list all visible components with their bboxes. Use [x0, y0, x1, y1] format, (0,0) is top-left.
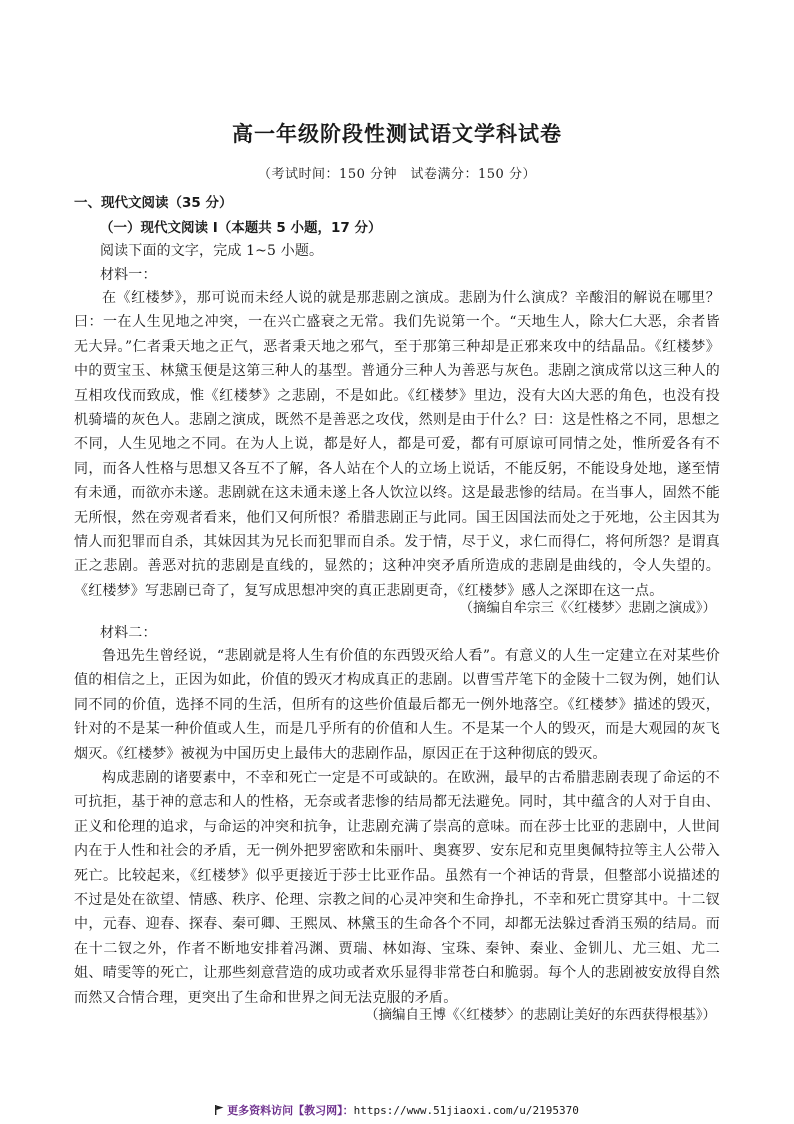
exam-info: （考试时间：150 分钟 试卷满分：150 分） — [258, 167, 536, 182]
instruction-text: 阅读下面的文字，完成 1~5 小题。 — [100, 243, 324, 259]
material-two-paragraph-1: 鲁迅先生曾经说，“悲剧就是将人生有价值的东西毁灭给人看”。有意义的人生一定建立在对某些价值的相信之上，正因为如此，价值的毁灭才构成真正的悲剧。以曹雪芹笔下的金陵十二钗为例，她们认同不同的价值，选择不同的生活，但所有的这些价值最后都无一例外地落空。《红楼梦》描述的毁灭，针对的不是某一种价值或人生，而是几乎所有的价值和人生。不是某一个人的毁灭，而是大观园的灰飞烟灭。《红楼梦》被视为中国历史上最伟大的悲剧作品，原因正在于这种彻底的毁灭。 — [74, 648, 720, 762]
material-one-paragraph: 在《红楼梦》，那可说而未经人说的就是那悲剧之演成。悲剧为什么演成？辛酸泪的解说在哪里？曰：一在人生见地之冲突，一在兴亡盛衰之无常。我们先说第一个。“天地生人，除大仁大恶，余者皆无大异。”仁者秉天地之正气，恶者秉天地之邪气，至于那第三种却是正邪来攻中的结晶品。《红楼梦》中的贾宝玉、林黛玉便是这第三种人的基型。普通分三种人为善恶与灰色。悲剧之演成常以这三种人的互相攻伐而致成，惟《红楼梦》之悲剧，不是如此。《红楼梦》里边，没有大凶大恶的角色，也没有投机骑墙的灰色人。悲剧之演成，既然不是善恶之攻伐，然则是由于什么？曰：这是性格之不同，思想之不同，人生见地之不同。在为人上说，都是好人，都是可爱，都有可原谅可同情之处，惟所爱各有不同，而各人性格与思想又各互不了解，各人站在个人的立场上说话，不能反躬，不能设身处地，遂至情有未通，而欲亦未遂。悲剧就在这未通未遂上各人饮泣以终。这是最悲惨的结局。在当事人，固然不能无所恨，然在旁观者看来，他们又何所恨？希腊悲剧正与此同。国王因国法而处之于死地，公主因其为情人而犯罪而自杀，其妹因其为兄长而犯罪而自杀。发于情，尽于义，求仁而得仁，将何所怨？是谓真正之悲剧。善恶对抗的悲剧是直线的，显然的；这种冲突矛盾所造成的悲剧是曲线的，令人失望的。《红楼梦》写悲剧已奇了，复写成思想冲突的真正悲剧更奇，《红楼梦》感人之深即在这一点。 — [74, 290, 720, 599]
material-two-paragraph-2: 构成悲剧的诸要素中，不幸和死亡一定是不可或缺的。在欧洲，最早的古希腊悲剧表现了命运的不可抗拒，基于神的意志和人的性格，无奈或者悲惨的结局都无法避免。同时，其中蕴含的人对于自由、正义和伦理的追求，与命运的冲突和抗争，让悲剧充满了崇高的意味。而在莎士比亚的悲剧中，人世间内在于人性和社会的矛盾，无一例外把罗密欧和朱丽叶、奥赛罗、安东尼和克里奥佩特拉等主人公带入死亡。比较起来，《红楼梦》似乎更接近于莎士比亚作品。虽然有一个神话的背景，但整部小说描述的不过是处在欲望、情感、秩序、伦理、宗教之间的心灵冲突和生命挣扎，不幸和死亡贯穿其中。十二钗中，元春、迎春、探春、秦可卿、王熙凤、林黛玉的生命各个不同，却都无法躲过香消玉殒的结局。而在十二钗之外，作者不断地安排着冯渊、贾瑞、林如海、宝珠、秦钟、秦业、金钏儿、尤三姐、尤二姐、晴雯等的死亡，让那些刻意营造的成功或者欢乐显得非常苍白和脆弱。每个人的悲剧被安放得自然而然又合情合理，更突出了生命和世界之间无法克服的矛盾。 — [74, 770, 720, 1006]
material-two-label: 材料二： — [100, 625, 157, 641]
material-one-label: 材料一： — [100, 267, 157, 283]
flag-icon — [215, 1105, 224, 1115]
footer-bar — [0, 1102, 794, 1118]
section-heading: 一、现代文阅读（35 分） — [74, 195, 233, 211]
material-two-source: （摘编自王博《〈红楼梦〉的悲剧让美好的东西获得根基》） — [365, 1007, 716, 1023]
subsection-heading: （一）现代文阅读 I（本题共 5 小题，17 分） — [100, 220, 382, 236]
footer-link[interactable]: https://www.51jiaoxi.com/u/2195370 — [353, 1104, 579, 1117]
footer-label: 更多资料访问【教习网】： — [227, 1104, 354, 1117]
page-title: 高一年级阶段性测试语文学科试卷 — [232, 122, 562, 146]
material-one-source: （摘编自牟宗三《〈红楼梦〉悲剧之演成》） — [459, 600, 716, 616]
